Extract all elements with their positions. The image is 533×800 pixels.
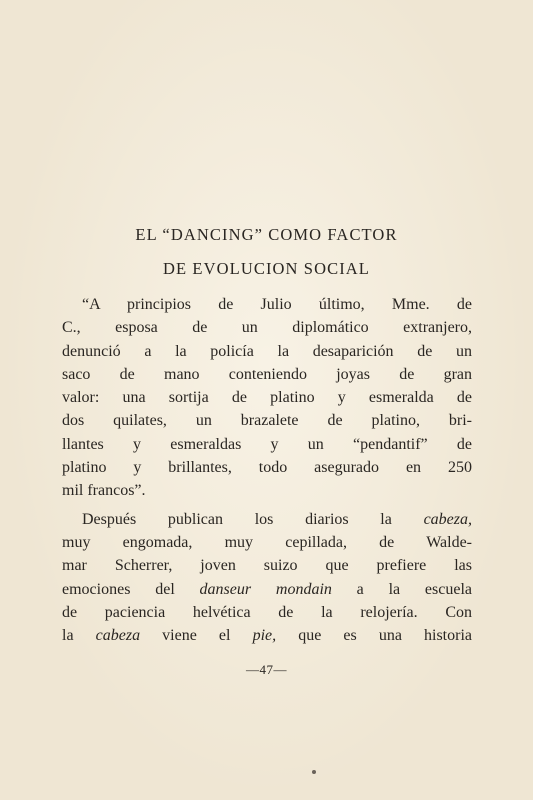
chapter-title	[0, 218, 533, 286]
text-line: de paciencia helvética de la relojería. Con	[62, 603, 472, 621]
text-line: platino y brillantes, todo asegurado en 250	[62, 459, 472, 477]
body-text	[62, 293, 472, 647]
chapter-title-line-2: DE EVOLUCION SOCIAL	[163, 259, 370, 278]
text-line: valor: una sortija de platino y esmeralda de	[62, 389, 472, 407]
text-line	[62, 508, 472, 531]
italic-word: pie,	[252, 627, 277, 645]
text-line: mil francos”.	[62, 482, 146, 500]
text-line: C., esposa de un diplomático extranjero,	[62, 319, 472, 337]
text-line: saco de mano conteniendo joyas de gran	[62, 365, 472, 383]
text-segment: la	[62, 627, 96, 645]
text-line: muy engomada, muy cepillada, de Walde-	[62, 533, 472, 551]
italic-word: cabeza,	[423, 510, 472, 528]
text-line: llantes y esmeraldas y un “pendantif” de	[62, 435, 472, 453]
text-segment: Después publican los diarios la	[82, 510, 424, 528]
text-segment: viene el	[140, 627, 253, 645]
text-segment: a la escuela	[331, 580, 472, 598]
text-line: denunció a la policía la desaparición de un	[62, 342, 472, 360]
text-segment: emociones del	[62, 580, 200, 598]
ink-speck	[312, 770, 316, 774]
text-line: “A principios de Julio último, Mme. de	[82, 296, 472, 313]
italic-phrase: danseur mondain	[199, 580, 332, 598]
text-line	[62, 624, 472, 647]
text-line: mar Scherrer, joven suizo que prefiere las	[62, 557, 472, 575]
text-segment: que es una historia	[276, 627, 472, 645]
paragraph-1	[62, 293, 472, 503]
text-line	[62, 578, 472, 601]
chapter-title-line-1: EL “DANCING” COMO FACTOR	[135, 225, 398, 244]
text-line: dos quilates, un brazalete de platino, bri-	[62, 412, 472, 430]
paragraph-2	[62, 508, 472, 648]
page-number: —47—	[246, 662, 287, 677]
italic-word: cabeza	[95, 627, 141, 645]
